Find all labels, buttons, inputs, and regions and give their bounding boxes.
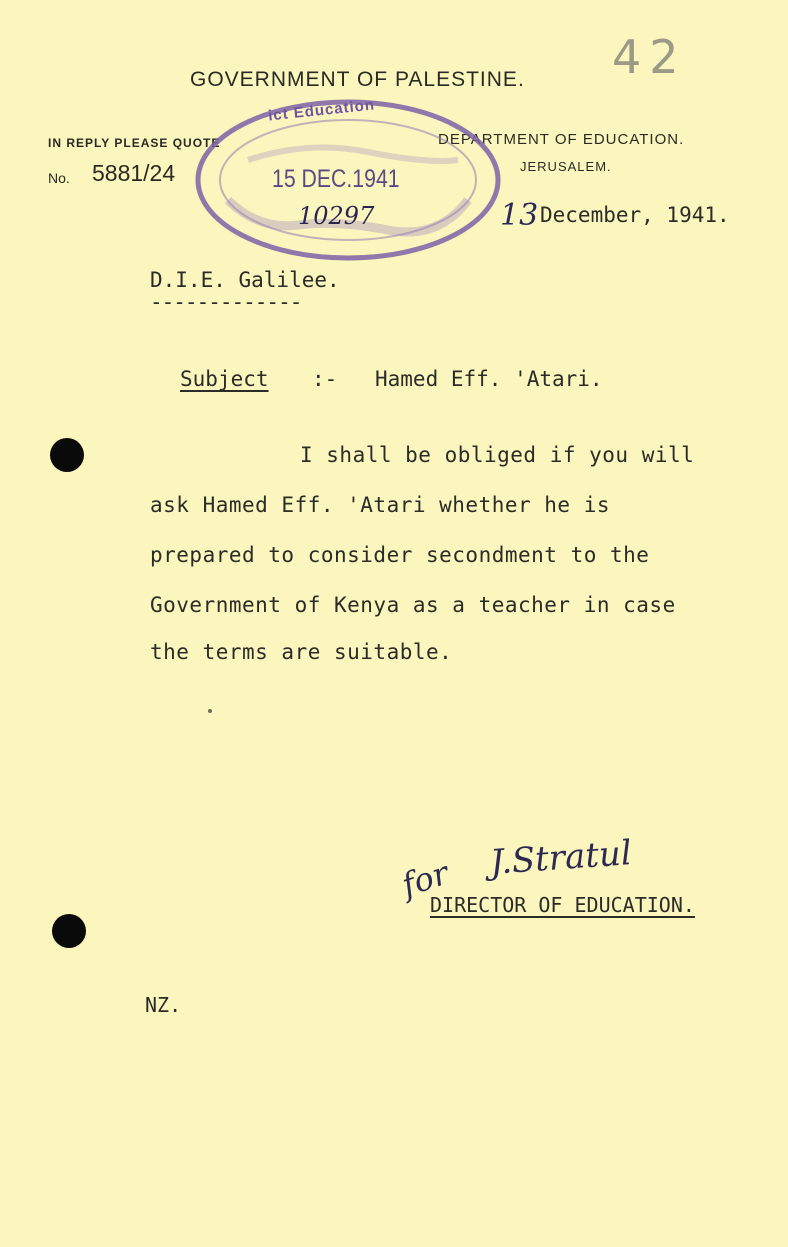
- reply-label: IN REPLY PLEASE QUOTE: [48, 136, 221, 150]
- addressee: D.I.E. Galilee.: [150, 268, 340, 292]
- department-city: JERUSALEM.: [520, 159, 612, 174]
- body-line: Government of Kenya as a teacher in case: [150, 593, 676, 617]
- addressee-rule: -------------: [150, 290, 302, 314]
- reference-number-label: No.: [48, 170, 70, 186]
- body-line: prepared to consider secondment to the: [150, 543, 650, 567]
- stray-mark: [208, 709, 212, 713]
- department-name: DEPARTMENT OF EDUCATION.: [438, 131, 685, 148]
- date-day: 13: [500, 198, 539, 233]
- body-line: I shall be obliged if you will: [300, 443, 695, 467]
- stamp-ring-text: ict Education: [267, 96, 376, 125]
- punch-hole-top: [50, 438, 84, 472]
- signature-for: for: [397, 853, 454, 905]
- stamp-date: 15 DEC.1941: [272, 165, 400, 193]
- stamp-number: 10297: [298, 202, 375, 230]
- subject-separator: :-: [312, 367, 338, 391]
- signature-scrawl: J.Stratul: [488, 833, 633, 883]
- typist-initials: NZ.: [145, 993, 182, 1017]
- subject-label: [180, 367, 269, 391]
- body-line: ask Hamed Eff. 'Atari whether he is: [150, 493, 611, 517]
- reference-number: 5881/24: [92, 160, 176, 186]
- page-number: 42: [612, 30, 687, 84]
- signatory-title-text: DIRECTOR OF EDUCATION.: [430, 893, 695, 917]
- subject-label-text: Subject: [180, 367, 269, 391]
- punch-hole-bottom: [52, 914, 86, 948]
- letterhead-government: GOVERNMENT OF PALESTINE.: [190, 68, 525, 91]
- signatory-title: [430, 893, 695, 917]
- body-line: the terms are suitable.: [150, 640, 453, 664]
- subject-value: Hamed Eff. 'Atari.: [375, 367, 603, 391]
- date-text: December, 1941.: [540, 203, 730, 227]
